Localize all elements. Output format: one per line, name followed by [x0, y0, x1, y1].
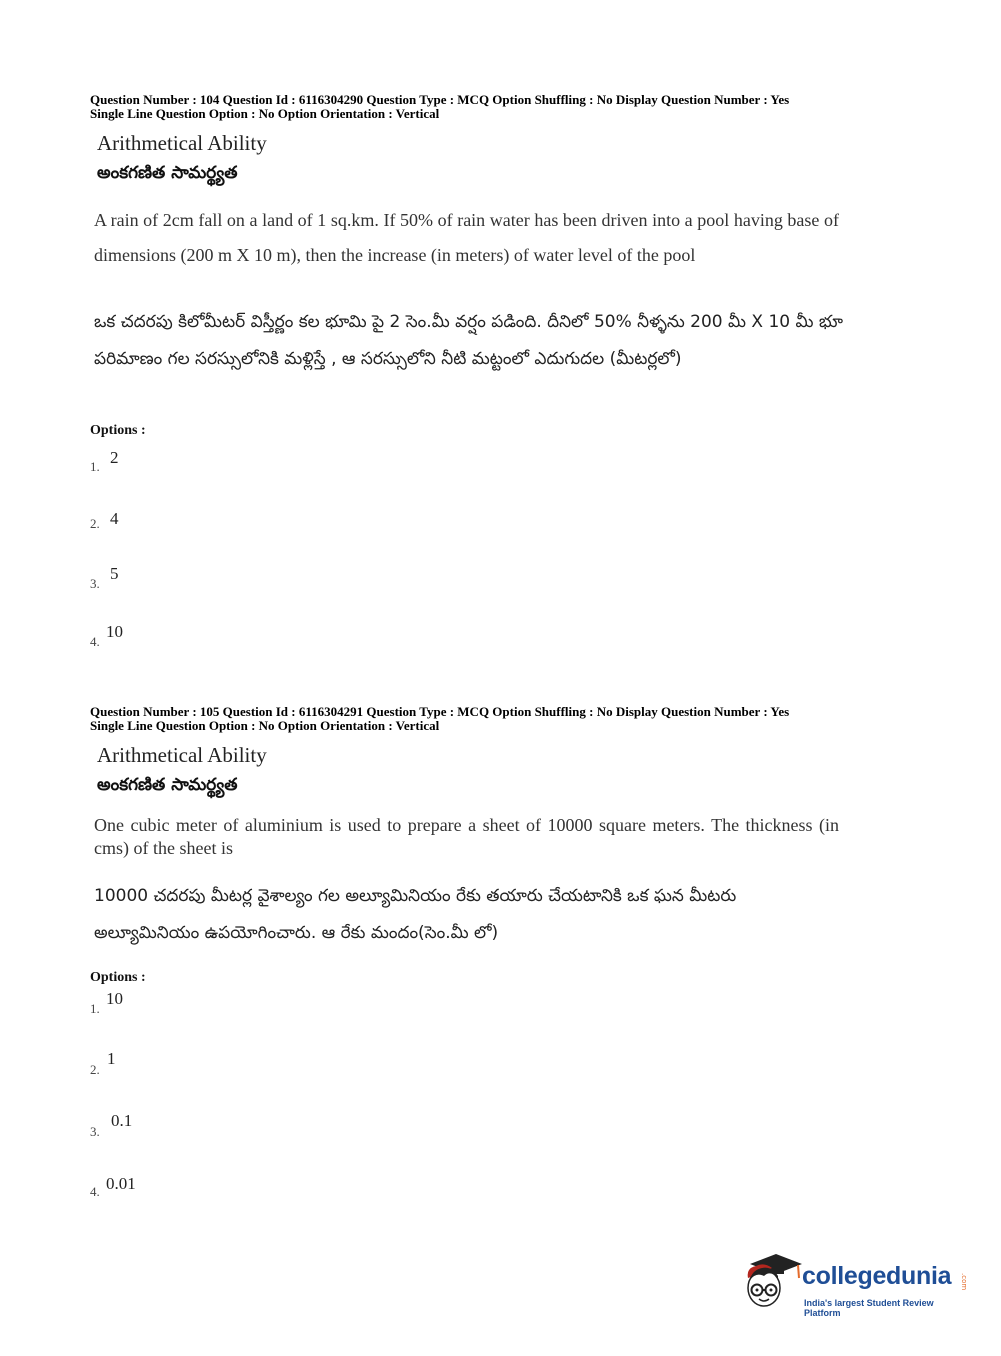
- option-number: 3.: [90, 1124, 100, 1139]
- mascot-icon: [742, 1246, 804, 1314]
- option-number: 1.: [90, 459, 100, 474]
- option-value: 10: [106, 989, 123, 1008]
- collegedunia-logo: [742, 1246, 972, 1318]
- option-number: 3.: [90, 576, 100, 591]
- option-number: 2.: [90, 1062, 100, 1077]
- subject-title-te: అంకగణిత సామర్థ్యత: [97, 775, 238, 795]
- option-value: 10: [106, 622, 123, 641]
- question-meta-line1: Question Number : 104 Question Id : 6116304290 Question Type : MCQ Option Shuffling : No Display Question Number : Yes: [90, 92, 790, 107]
- question-meta-line2: Single Line Question Option : No Option Orientation : Vertical: [90, 718, 440, 733]
- subject-title-en: Arithmetical Ability: [97, 743, 267, 767]
- option-value: 0.1: [111, 1111, 133, 1130]
- option-number: 1.: [90, 1001, 100, 1016]
- subject-title-en: Arithmetical Ability: [97, 131, 267, 155]
- brand-name: collegedunia: [802, 1262, 952, 1290]
- question-meta-line2: Single Line Question Option : No Option Orientation : Vertical: [90, 106, 440, 121]
- option-value: 2: [110, 448, 119, 467]
- option-number: 4.: [90, 1184, 100, 1199]
- question-text-te: 10000 చదరపు మీటర్ల వైశాల్యం గల అల్యూమినియం రేకు తయారు చేయటానికి ఒక ఘన మీటరు అల్యూమినియం ఉపయోగించారు. ఆ రేకు మందం(సెం.మీ లో): [94, 886, 737, 943]
- option-value: 5: [110, 564, 119, 583]
- question-text-en: A rain of 2cm fall on a land of 1 sq.km. If 50% of rain water has been driven into a pool having base of dimensions (200 m X 10 m), then the increase (in meters) of water level of the pool: [94, 210, 839, 265]
- options-label: Options :: [90, 970, 146, 985]
- question-text-en: One cubic meter of aluminium is used to prepare a sheet of 10000 square meters. The thickness (in cms) of the sheet is: [94, 815, 839, 858]
- option-value: 0.01: [106, 1174, 136, 1193]
- question-text-te: ఒక చదరపు కిలోమీటర్ విస్తీర్ణం కల భూమి పై 2 సెం.మీ వర్షం పడింది. దీనిలో 50% నీళ్ళను 200 మీ X 10 మీ భూ పరిమాణం గల సరస్సులోనికి మళ్లిస్తే , ఆ సరస్సులోని నీటి మట్టంలో ఎదుగుదల (మీటర్లలో): [94, 312, 843, 369]
- brand-tagline: India's largest Student Review Platform: [804, 1298, 934, 1318]
- brand-suffix: .com: [960, 1273, 968, 1291]
- question-meta-line1: Question Number : 105 Question Id : 6116304291 Question Type : MCQ Option Shuffling : No Display Question Number : Yes: [90, 704, 790, 719]
- option-value: 4: [110, 509, 119, 528]
- option-value: 1: [107, 1049, 116, 1068]
- option-number: 2.: [90, 516, 100, 531]
- options-label: Options :: [90, 423, 146, 438]
- subject-title-te: అంకగణిత సామర్థ్యత: [97, 163, 238, 183]
- option-number: 4.: [90, 634, 100, 649]
